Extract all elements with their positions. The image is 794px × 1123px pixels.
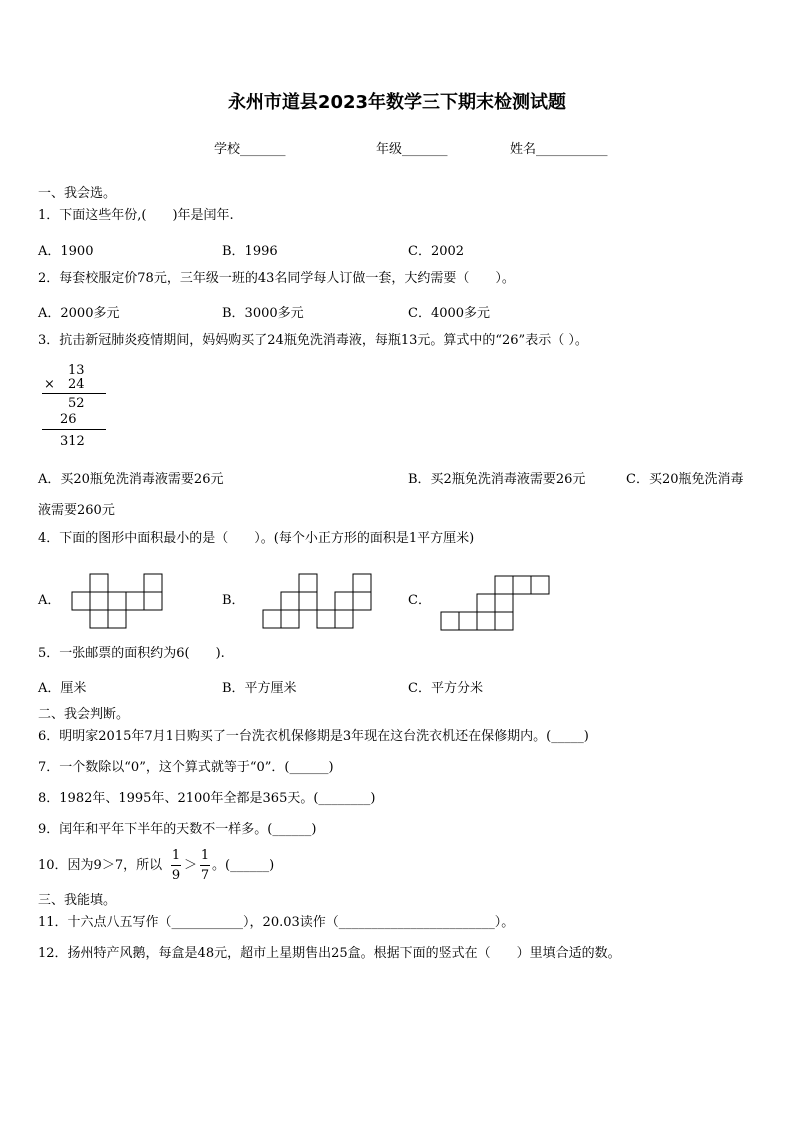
- greater-than-sign: ＞: [184, 858, 198, 873]
- grade-field: 年级_______: [376, 142, 448, 157]
- question-1: 1．下面这些年份,( )年是闰年.: [38, 208, 234, 223]
- figure-c-grid: [441, 576, 553, 630]
- calc-line-2: [42, 429, 106, 430]
- q10-prefix: 10．因为9＞7，所以: [38, 858, 163, 873]
- figure-a-grid: [72, 574, 164, 628]
- q5-option-c: C．平方分米: [408, 681, 483, 696]
- q5-option-a: A．厘米: [38, 681, 87, 696]
- fraction-1-bar: [171, 865, 181, 866]
- calc-result: 312: [60, 434, 85, 449]
- school-field: 学校_______: [214, 142, 286, 157]
- question-3: 3．抗击新冠肺炎疫情期间，妈妈购买了24瓶免洗消毒液，每瓶13元。算式中的“26”表示（ ）。: [38, 333, 588, 348]
- q10-suffix: 。(______): [212, 858, 275, 873]
- question-5: 5．一张邮票的面积约为6( ).: [38, 646, 225, 661]
- question-4: 4．下面的图形中面积最小的是（ ）。(每个小正方形的面积是1平方厘米): [38, 531, 475, 546]
- fraction-2-denominator: 7: [200, 868, 210, 883]
- section-2-heading: 二、我会判断。: [38, 707, 130, 722]
- calc-multiplier: 24: [68, 377, 85, 392]
- fraction-2-numerator: 1: [200, 848, 210, 863]
- q3-option-c: C．买20瓶免洗消毒: [626, 472, 744, 487]
- fraction-1-numerator: 1: [171, 848, 181, 863]
- section-3-heading: 三、我能填。: [38, 893, 117, 908]
- calc-line-1: [42, 393, 106, 394]
- figure-b-grid: [263, 574, 375, 628]
- q4-option-b: B．: [222, 593, 245, 608]
- page-title: 永州市道县2023年数学三下期末检测试题: [227, 92, 567, 113]
- question-11: 11．十六点八五写作（___________），20.03读作（________________________）。: [38, 915, 515, 930]
- question-9: 9．闰年和平年下半年的天数不一样多。(______): [38, 822, 317, 837]
- q4-option-c: C．: [408, 593, 431, 608]
- q2-option-a: A．2000多元: [38, 306, 120, 321]
- name-field: 姓名___________: [510, 142, 608, 157]
- q3-option-b: B．买2瓶免洗消毒液需要26元: [408, 472, 586, 487]
- q1-option-c: C．2002: [408, 244, 465, 259]
- q3-option-c-cont: 液需要260元: [38, 503, 115, 518]
- times-sign: ×: [44, 377, 55, 392]
- question-7: 7．一个数除以“0”，这个算式就等于“0”．(______): [38, 760, 334, 775]
- fraction-2-bar: [200, 865, 210, 866]
- calc-partial-2: 26: [60, 412, 77, 427]
- q1-option-a: A．1900: [38, 244, 94, 259]
- q5-option-b: B．平方厘米: [222, 681, 297, 696]
- question-6: 6．明明家2015年7月1日购买了一台洗衣机保修期是3年现在这台洗衣机还在保修期内。(_____): [38, 729, 589, 744]
- q4-option-a: A．: [38, 593, 61, 608]
- q2-option-b: B．3000多元: [222, 306, 304, 321]
- fraction-1-denominator: 9: [171, 868, 181, 883]
- question-8: 8．1982年、1995年、2100年全都是365天。(________): [38, 791, 376, 806]
- q1-option-b: B．1996: [222, 244, 278, 259]
- question-2: 2．每套校服定价78元，三年级一班的43名同学每人订做一套，大约需要（ ）。: [38, 271, 515, 286]
- q2-option-c: C．4000多元: [408, 306, 491, 321]
- calc-multiplicand: 13: [68, 363, 85, 378]
- section-1-heading: 一、我会选。: [38, 186, 117, 201]
- question-12: 12．扬州特产风鹅，每盒是48元，超市上星期售出25盒。根据下面的竖式在（ ）里填合适的数。: [38, 946, 621, 961]
- q3-option-a: A．买20瓶免洗消毒液需要26元: [38, 472, 224, 487]
- calc-partial-1: 52: [68, 396, 85, 411]
